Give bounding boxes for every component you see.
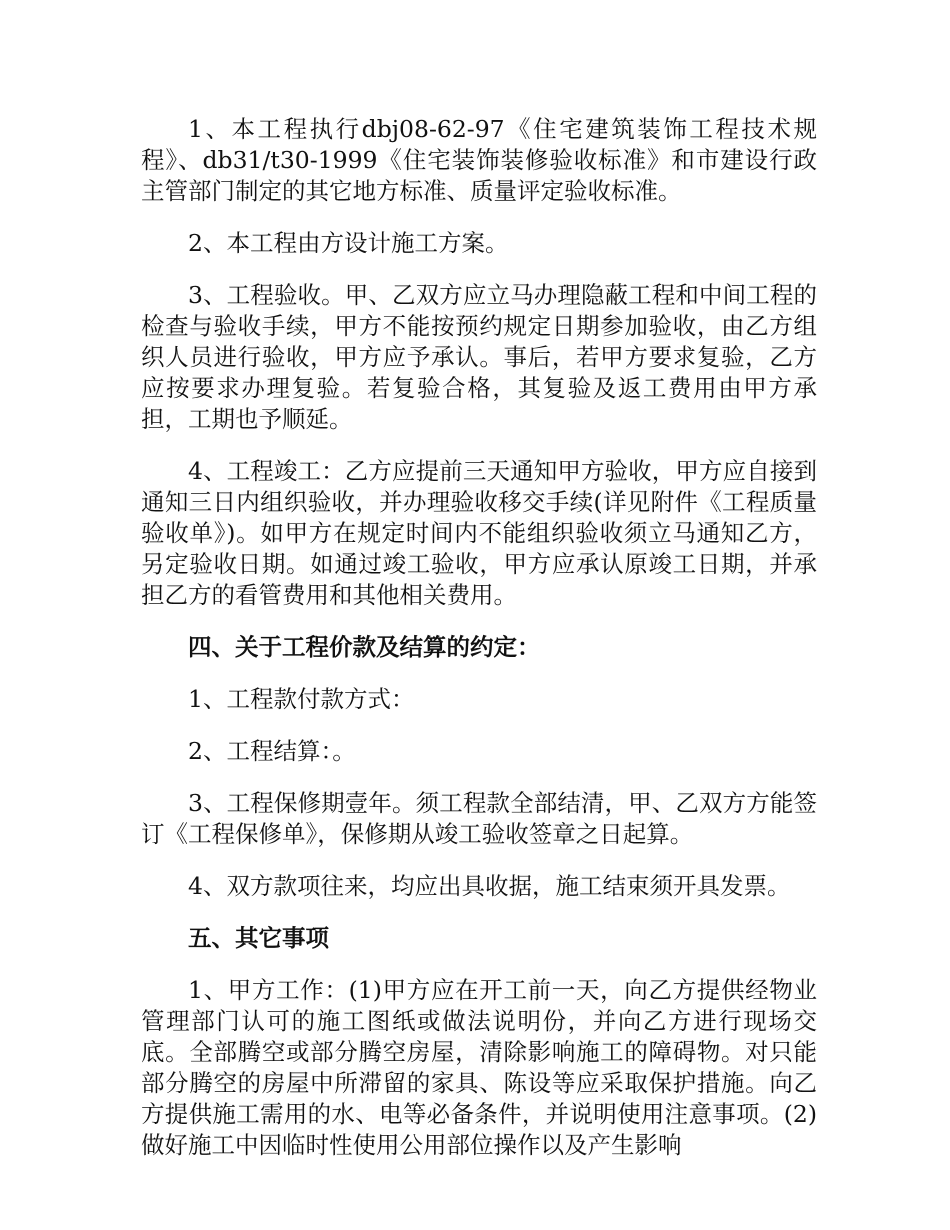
clause-payment-method: 1、工程款付款方式：	[188, 685, 415, 713]
clause-party-a-duties: 1、甲方工作：(1)甲方应在开工前一天，向乙方提供经物业管理部门认可的施工图纸或做法说明份，并向乙方进行现场交底。全部腾空或部分腾空房屋，清除影响施工的障碍物。对只能部分腾空的房屋中所滞留的家具、陈设等应采取保护措施。向乙方提供施工需用的水、电等必备条件，并说明使用注意事项。(2)做好施工中因临时性使用公用部位操作以及产生影响	[141, 976, 817, 1159]
section-heading-payment: 四、关于工程价款及结算的约定：	[188, 633, 541, 661]
clause-warranty: 3、工程保修期壹年。须工程款全部结清，甲、乙双方方能签订《工程保修单》，保修期从竣工验收签章之日起算。	[141, 789, 817, 848]
clause-completion: 4、工程竣工：乙方应提前三天通知甲方验收，甲方应自接到通知三日内组织验收，并办理验收移交手续(详见附件《工程质量验收单》)。如甲方在规定时间内不能组织验收须立马通知乙方，另定验收日期。如通过竣工验收，甲方应承认原竣工日期，并承担乙方的看管费用和其他相关费用。	[141, 457, 817, 609]
clause-settlement: 2、工程结算：。	[188, 737, 356, 765]
clause-standards: 1、本工程执行dbj08-62-97《住宅建筑装饰工程技术规程》、db31/t30-1999《住宅装饰装修验收标准》和市建设行政主管部门制定的其它地方标准、质量评定验收标准。	[141, 115, 817, 205]
section-heading-other: 五、其它事项	[188, 924, 329, 952]
clause-design: 2、本工程由方设计施工方案。	[188, 229, 509, 257]
document-page	[141, 114, 817, 1161]
clause-receipts: 4、双方款项往来，均应出具收据，施工结束须开具发票。	[188, 872, 791, 900]
clause-acceptance: 3、工程验收。甲、乙双方应立马办理隐蔽工程和中间工程的检查与验收手续，甲方不能按预约规定日期参加验收，由乙方组织人员进行验收，甲方应予承认。事后，若甲方要求复验，乙方应按要求办理复验。若复验合格，其复验及返工费用由甲方承担，工期也予顺延。	[141, 281, 817, 433]
